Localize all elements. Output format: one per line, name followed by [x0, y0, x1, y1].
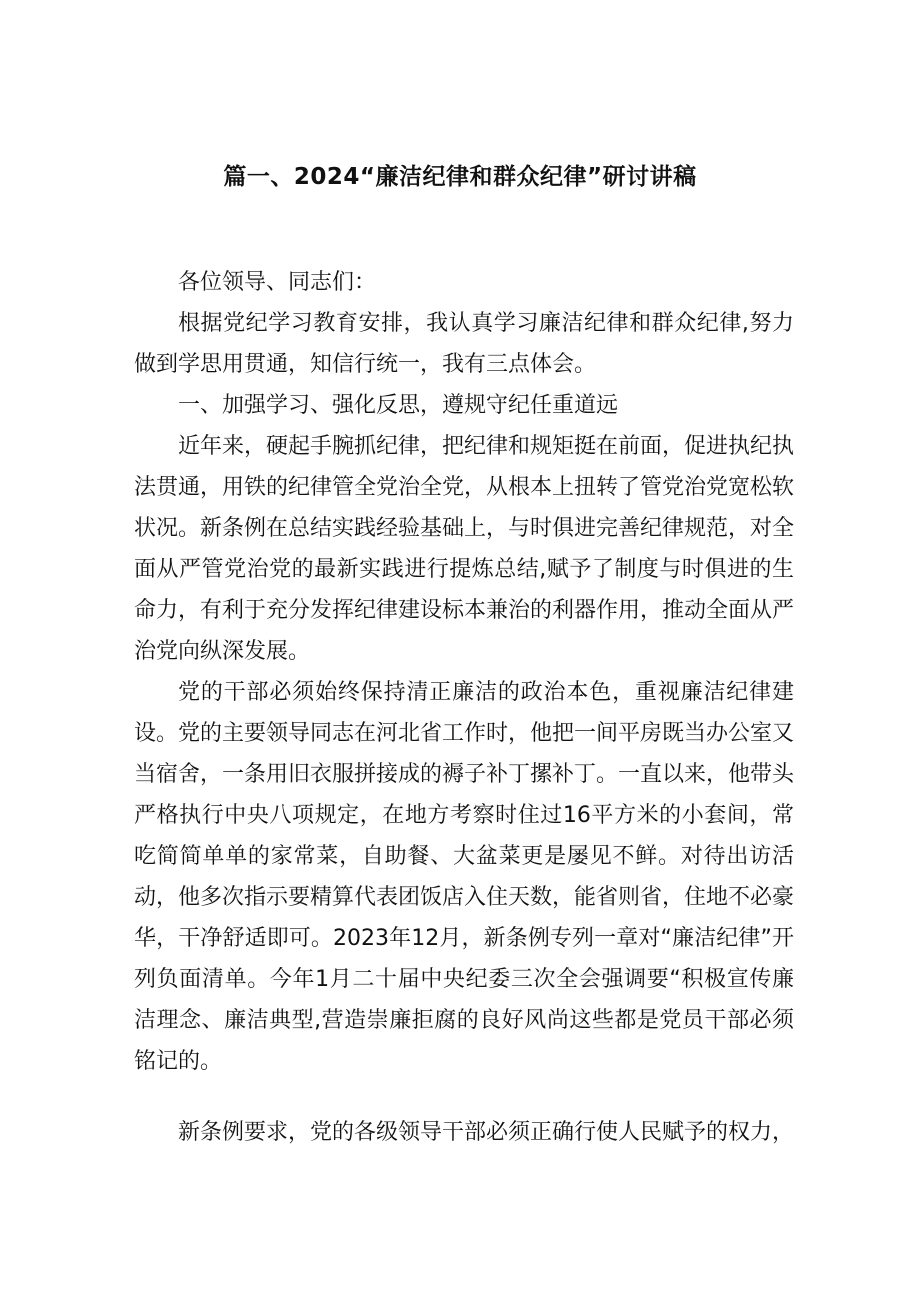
body-paragraph: 新条例要求，党的各级领导干部必须正确行使人民赋予的权力，: [178, 1120, 795, 1145]
salutation-paragraph: 各位领导、同志们：: [178, 270, 377, 295]
intro-paragraph: 根据党纪学习教育安排，我认真学习廉洁纪律和群众纪律,努力做到学思用贯通，知信行统一，我有三点体会。: [134, 311, 794, 377]
document-body: [134, 262, 794, 1153]
body-paragraph: 党的干部必须始终保持清正廉洁的政治本色，重视廉洁纪律建设。党的主要领导同志在河北省工作时，他把一间平房既当办公室又当宿舍，一条用旧衣服拼接成的褥子补丁摞补丁。一直以来，他带头严格执行中央八项规定，在地方考察时住过16平方米的小套间，常吃简简单单的家常菜，自助餐、大盆菜更是屡见不鲜。对待出访活动，他多次指示要精算代表团饭店入住天数，能省则省，住地不必豪华，干净舒适即可。2023年12月，新条例专列一章对“廉洁纪律”开列负面清单。今年1月二十届中央纪委三次全会强调要“积极宣传廉洁理念、廉洁典型,营造崇廉拒腐的良好风尚这些都是党员干部必须铭记的。: [134, 680, 795, 1074]
document-title: 篇一、2024“廉洁纪律和群众纪律”研讨讲稿: [223, 164, 697, 190]
body-paragraph: 近年来，硬起手腕抓纪律，把纪律和规矩挺在前面，促进执纪执法贯通，用铁的纪律管全党治全党，从根本上扭转了管党治党宽松软状况。新条例在总结实践经验基础上，与时俱进完善纪律规范，对全面从严管党治党的最新实践进行提炼总结,赋予了制度与时俱进的生命力，有利于充分发挥纪律建设标本兼治的利器作用，推动全面从严治党向纵深发展。: [134, 434, 795, 664]
section-heading: 一、加强学习、强化反思，遵规守纪任重道远: [178, 393, 619, 418]
